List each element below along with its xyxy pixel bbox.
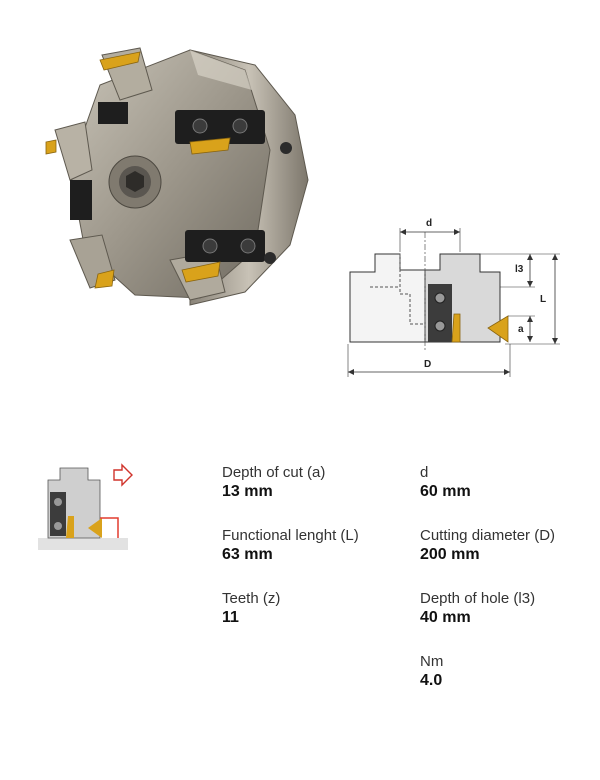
spec-value: 63 mm	[222, 546, 273, 563]
spec-value: 40 mm	[420, 609, 471, 626]
application-thumbnail	[38, 462, 138, 554]
spec-depth-of-cut	[222, 464, 412, 502]
spec-label: Depth of hole (l3)	[420, 590, 536, 607]
spec-teeth	[222, 590, 412, 628]
spec-value: 60 mm	[420, 483, 471, 500]
spec-label: Cutting diameter (D)	[420, 527, 556, 544]
spec-label: Teeth (z)	[222, 590, 281, 607]
spec-d	[420, 464, 600, 502]
spec-label: d	[420, 464, 429, 481]
drawing-label-L: L	[540, 294, 547, 305]
spec-nm	[420, 653, 600, 691]
spec-value: 200 mm	[420, 546, 480, 563]
spec-label: Nm	[420, 653, 444, 670]
spec-cutting-diameter	[420, 527, 600, 565]
drawing-label-d: d	[426, 218, 433, 229]
milling-cutter-image	[40, 30, 330, 320]
spec-value: 4.0	[420, 672, 443, 689]
spec-label: Functional lenght (L)	[222, 527, 359, 544]
spec-depth-of-hole	[420, 590, 600, 628]
direction-arrow-icon	[114, 465, 132, 485]
spec-functional-length	[222, 527, 412, 565]
drawing-label-l3: l3	[515, 264, 524, 275]
spec-label: Depth of cut (a)	[222, 464, 326, 481]
spec-value: 13 mm	[222, 483, 273, 500]
drawing-label-D: D	[424, 359, 432, 370]
spec-value: 11	[222, 609, 239, 626]
technical-drawing	[340, 212, 580, 388]
drawing-label-a: a	[518, 324, 524, 335]
